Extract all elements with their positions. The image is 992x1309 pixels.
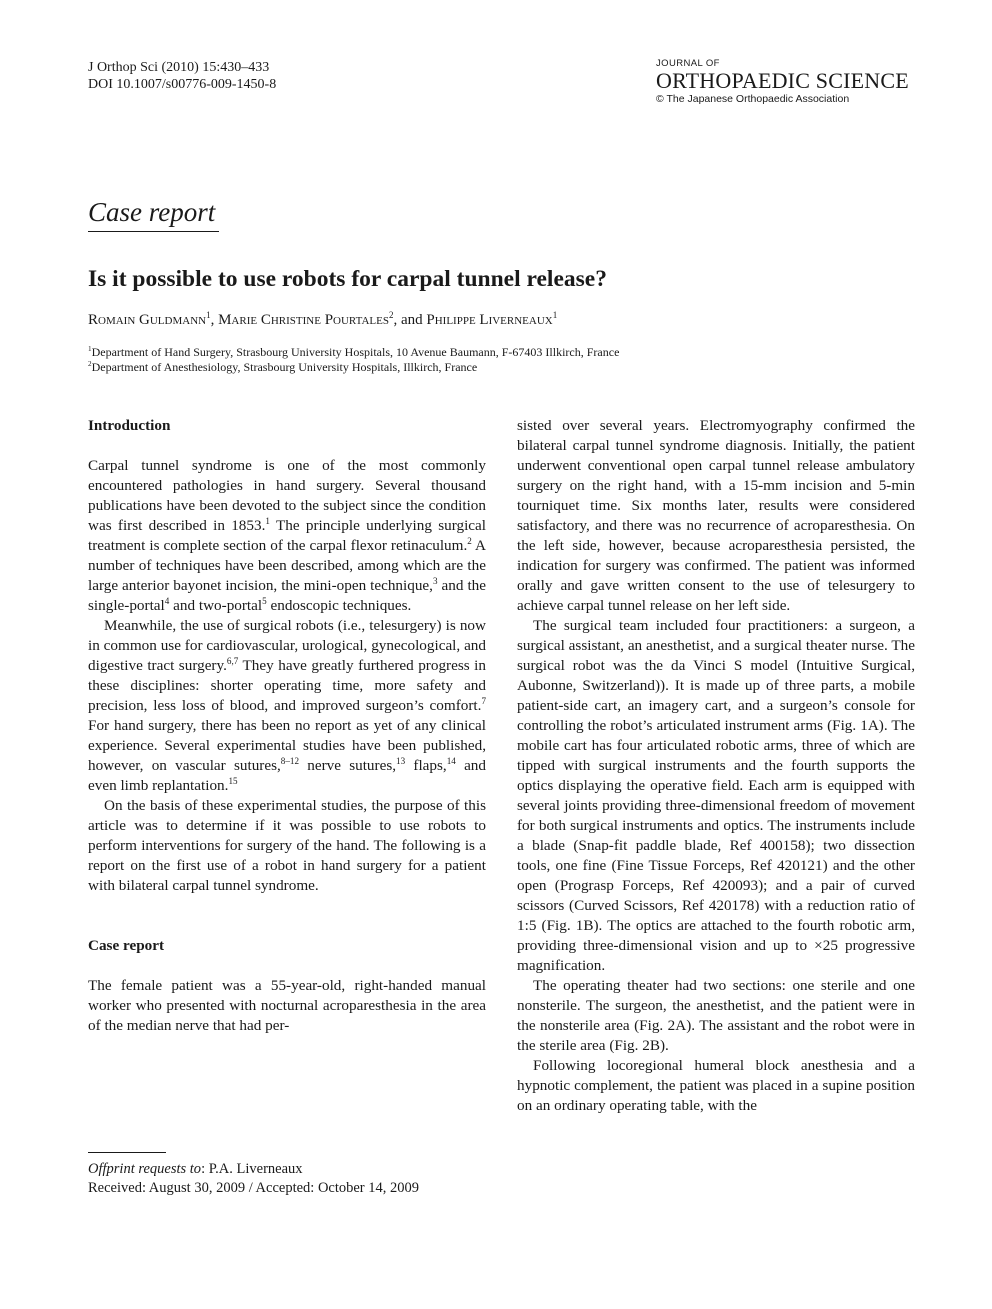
text-run: Meanwhile, the use of surgical robots (i.e., telesurgery) is now in common use for cardiovascular, urological, gynecological, and digestive tract surgery. (88, 617, 486, 674)
author-affiliation-mark: 2 (388, 310, 394, 320)
offprint-name: : P.A. Liverneaux (201, 1161, 303, 1177)
intro-paragraph-2 (88, 616, 486, 796)
case-paragraph-4: Following locoregional humeral block anesthesia and a hypnotic complement, the patient was placed in a supine position on an ordinary operating table, with the (517, 1057, 915, 1114)
author-affiliation-mark: 1 (206, 310, 211, 320)
spacer (88, 436, 486, 456)
spacer (88, 956, 486, 976)
text-run: endoscopic techniques. (266, 597, 412, 614)
citation-ref: 3 (432, 575, 438, 586)
received-accepted-dates: Received: August 30, 2009 / Accepted: October 14, 2009 (88, 1180, 420, 1196)
section-heading-introduction: Introduction (88, 417, 171, 434)
text-run: Carpal tunnel syndrome is one of the most commonly encountered pathologies in hand surgery. Several thousand publications have been devoted to the subject since the condition was first described in 1853. (88, 457, 486, 534)
right-column (517, 416, 915, 1116)
text-run: and even limb replantation. (88, 757, 486, 794)
citation-line: J Orthop Sci (2010) 15:430–433 (88, 60, 270, 75)
footnotes (88, 1160, 419, 1198)
author-affiliation-mark: 1 (552, 310, 558, 320)
author-separator: , (210, 312, 219, 328)
intro-paragraph-3: On the basis of these experimental studies, the purpose of this article was to determine if it was possible to use robots to perform interventions for surgery of the hand. The following is a report on the first use of a robot in hand surgery for a patient with bilateral carpal tunnel syndrome. (88, 797, 486, 894)
text-run: and two-portal (169, 597, 263, 614)
author-separator: , and (393, 312, 427, 328)
doi-line: DOI 10.1007/s00776-009-1450-8 (88, 77, 277, 92)
text-run: The principle underlying surgical treatment is complete section of the carpal flexor retinaculum. (88, 517, 486, 554)
affiliation-text: Department of Anesthesiology, Strasbourg University Hospitals, Illkirch, France (91, 360, 478, 374)
case-paragraph-1-continued: sisted over several years. Electromyography confirmed the bilateral carpal tunnel syndrome diagnosis. Initially, the patient underwent conventional open carpal tunnel release ambulatory surgery on the right hand, with a 15-mm incision and 5-min tourniquet time. Six months later, results were considered satisfactory, and there was no recurrence of acroparesthesia. On the left side, however, because acroparesthesia persisted, the indication for surgery was confirmed. The patient was informed orally and gave written consent to the use of telesurgery to achieve carpal tunnel release on her left side. (517, 417, 915, 614)
logo-association: © The Japanese Orthopaedic Association (656, 93, 850, 105)
logo-journal-of: JOURNAL OF (656, 58, 720, 69)
case-paragraph-1: The female patient was a 55-year-old, right-handed manual worker who presented with nocturnal acroparesthesia in the area of the median nerve that had per- (88, 977, 486, 1034)
affiliation-text: Department of Hand Surgery, Strasbourg University Hospitals, 10 Avenue Baumann, F-67403 Illkirch, France (91, 345, 620, 359)
text-run: flaps, (405, 757, 447, 774)
citation-ref: 4 (164, 595, 170, 606)
citation-ref: 1 (265, 515, 270, 526)
citation-ref: 13 (396, 755, 406, 766)
citation-ref: 14 (446, 755, 456, 766)
intro-paragraph-1 (88, 456, 486, 616)
citation-ref: 15 (228, 775, 238, 786)
text-run: They have greatly furthered progress in these disciplines: shorter operating time, more safety and precision, less loss of blood, and improved surgeon’s comfort. (88, 657, 486, 714)
text-run: nerve sutures, (299, 757, 397, 774)
author-name: Romain Guldmann (88, 312, 207, 328)
author-name: Philippe Liverneaux (426, 312, 553, 328)
logo-journal-name: ORTHOPAEDIC SCIENCE (656, 68, 909, 93)
affiliation-number: 2 (88, 360, 92, 368)
case-paragraph-2: The surgical team included four practitioners: a surgeon, a surgical assistant, an anesthetist, and a surgical theater nurse. The surgical robot was the da Vinci S model (Intuitive Surgical, Aubonne, Switzerland)). It is made up of three parts, a mobile patient-side cart, an imagery cart, and a surgeon’s console for controlling the robot’s articulated instrument arms (Fig. 1A). The mobile cart has four articulated robotic arms, three of which are tipped with surgical instruments and the fourth supports the optics displaying the operative field. Each arm is equipped with several joints providing three-dimensional freedom of movement for both surgical instruments and optics. The instruments include a blade (Snap-fit paddle blade, Ref 400158); two dissection tools, one fine (Fine Tissue Forceps, Ref 420121) and the other open (Prograsp Forceps, Ref 420093); and a pair of curved scissors (Curved Scissors, Ref 420178) with a reduction ratio of 1:5 (Fig. 1B). The optics are attached to the fourth robotic arm, providing three-dimensional vision and up to ×25 progressive magnification. (517, 617, 915, 974)
case-paragraph-3: The operating theater had two sections: one sterile and one nonsterile. The surgeon, the anesthetist, and the patient were in the nonsterile area (Fig. 2A). The assistant and the robot were in the sterile area (Fig. 2B). (517, 977, 915, 1054)
article-type-underline (88, 231, 219, 232)
article-type-label: Case report (88, 197, 216, 227)
left-column (88, 416, 486, 1036)
affiliation-item (88, 345, 619, 360)
offprint-note (88, 1160, 419, 1179)
offprint-label: Offprint requests to (88, 1161, 202, 1177)
author-name: Marie Christine Pourtales (218, 312, 389, 328)
citation-ref: 6,7 (226, 655, 239, 666)
affiliations (88, 345, 619, 375)
text-run: A number of techniques have been described, among which are the large anterior bayonet incision, the mini-open technique, (88, 537, 486, 594)
affiliation-item (88, 360, 619, 375)
citation-ref: 7 (481, 695, 486, 706)
footnote-divider (88, 1152, 166, 1153)
article-title: Is it possible to use robots for carpal tunnel release? (88, 266, 607, 292)
text-run: For hand surgery, there has been no report as yet of any clinical experience. Several experimental studies have been published, however, on vascular sutures, (88, 717, 486, 774)
text-run: and the single-portal (88, 577, 486, 614)
citation-ref: 8–12 (280, 755, 300, 766)
journal-logo (656, 58, 909, 106)
citation-block (88, 59, 276, 93)
citation-ref: 5 (262, 595, 267, 606)
affiliation-number: 1 (88, 345, 92, 353)
author-list (88, 310, 557, 330)
citation-ref: 2 (467, 535, 472, 546)
spacer (88, 896, 486, 936)
section-heading-case-report: Case report (88, 937, 165, 954)
